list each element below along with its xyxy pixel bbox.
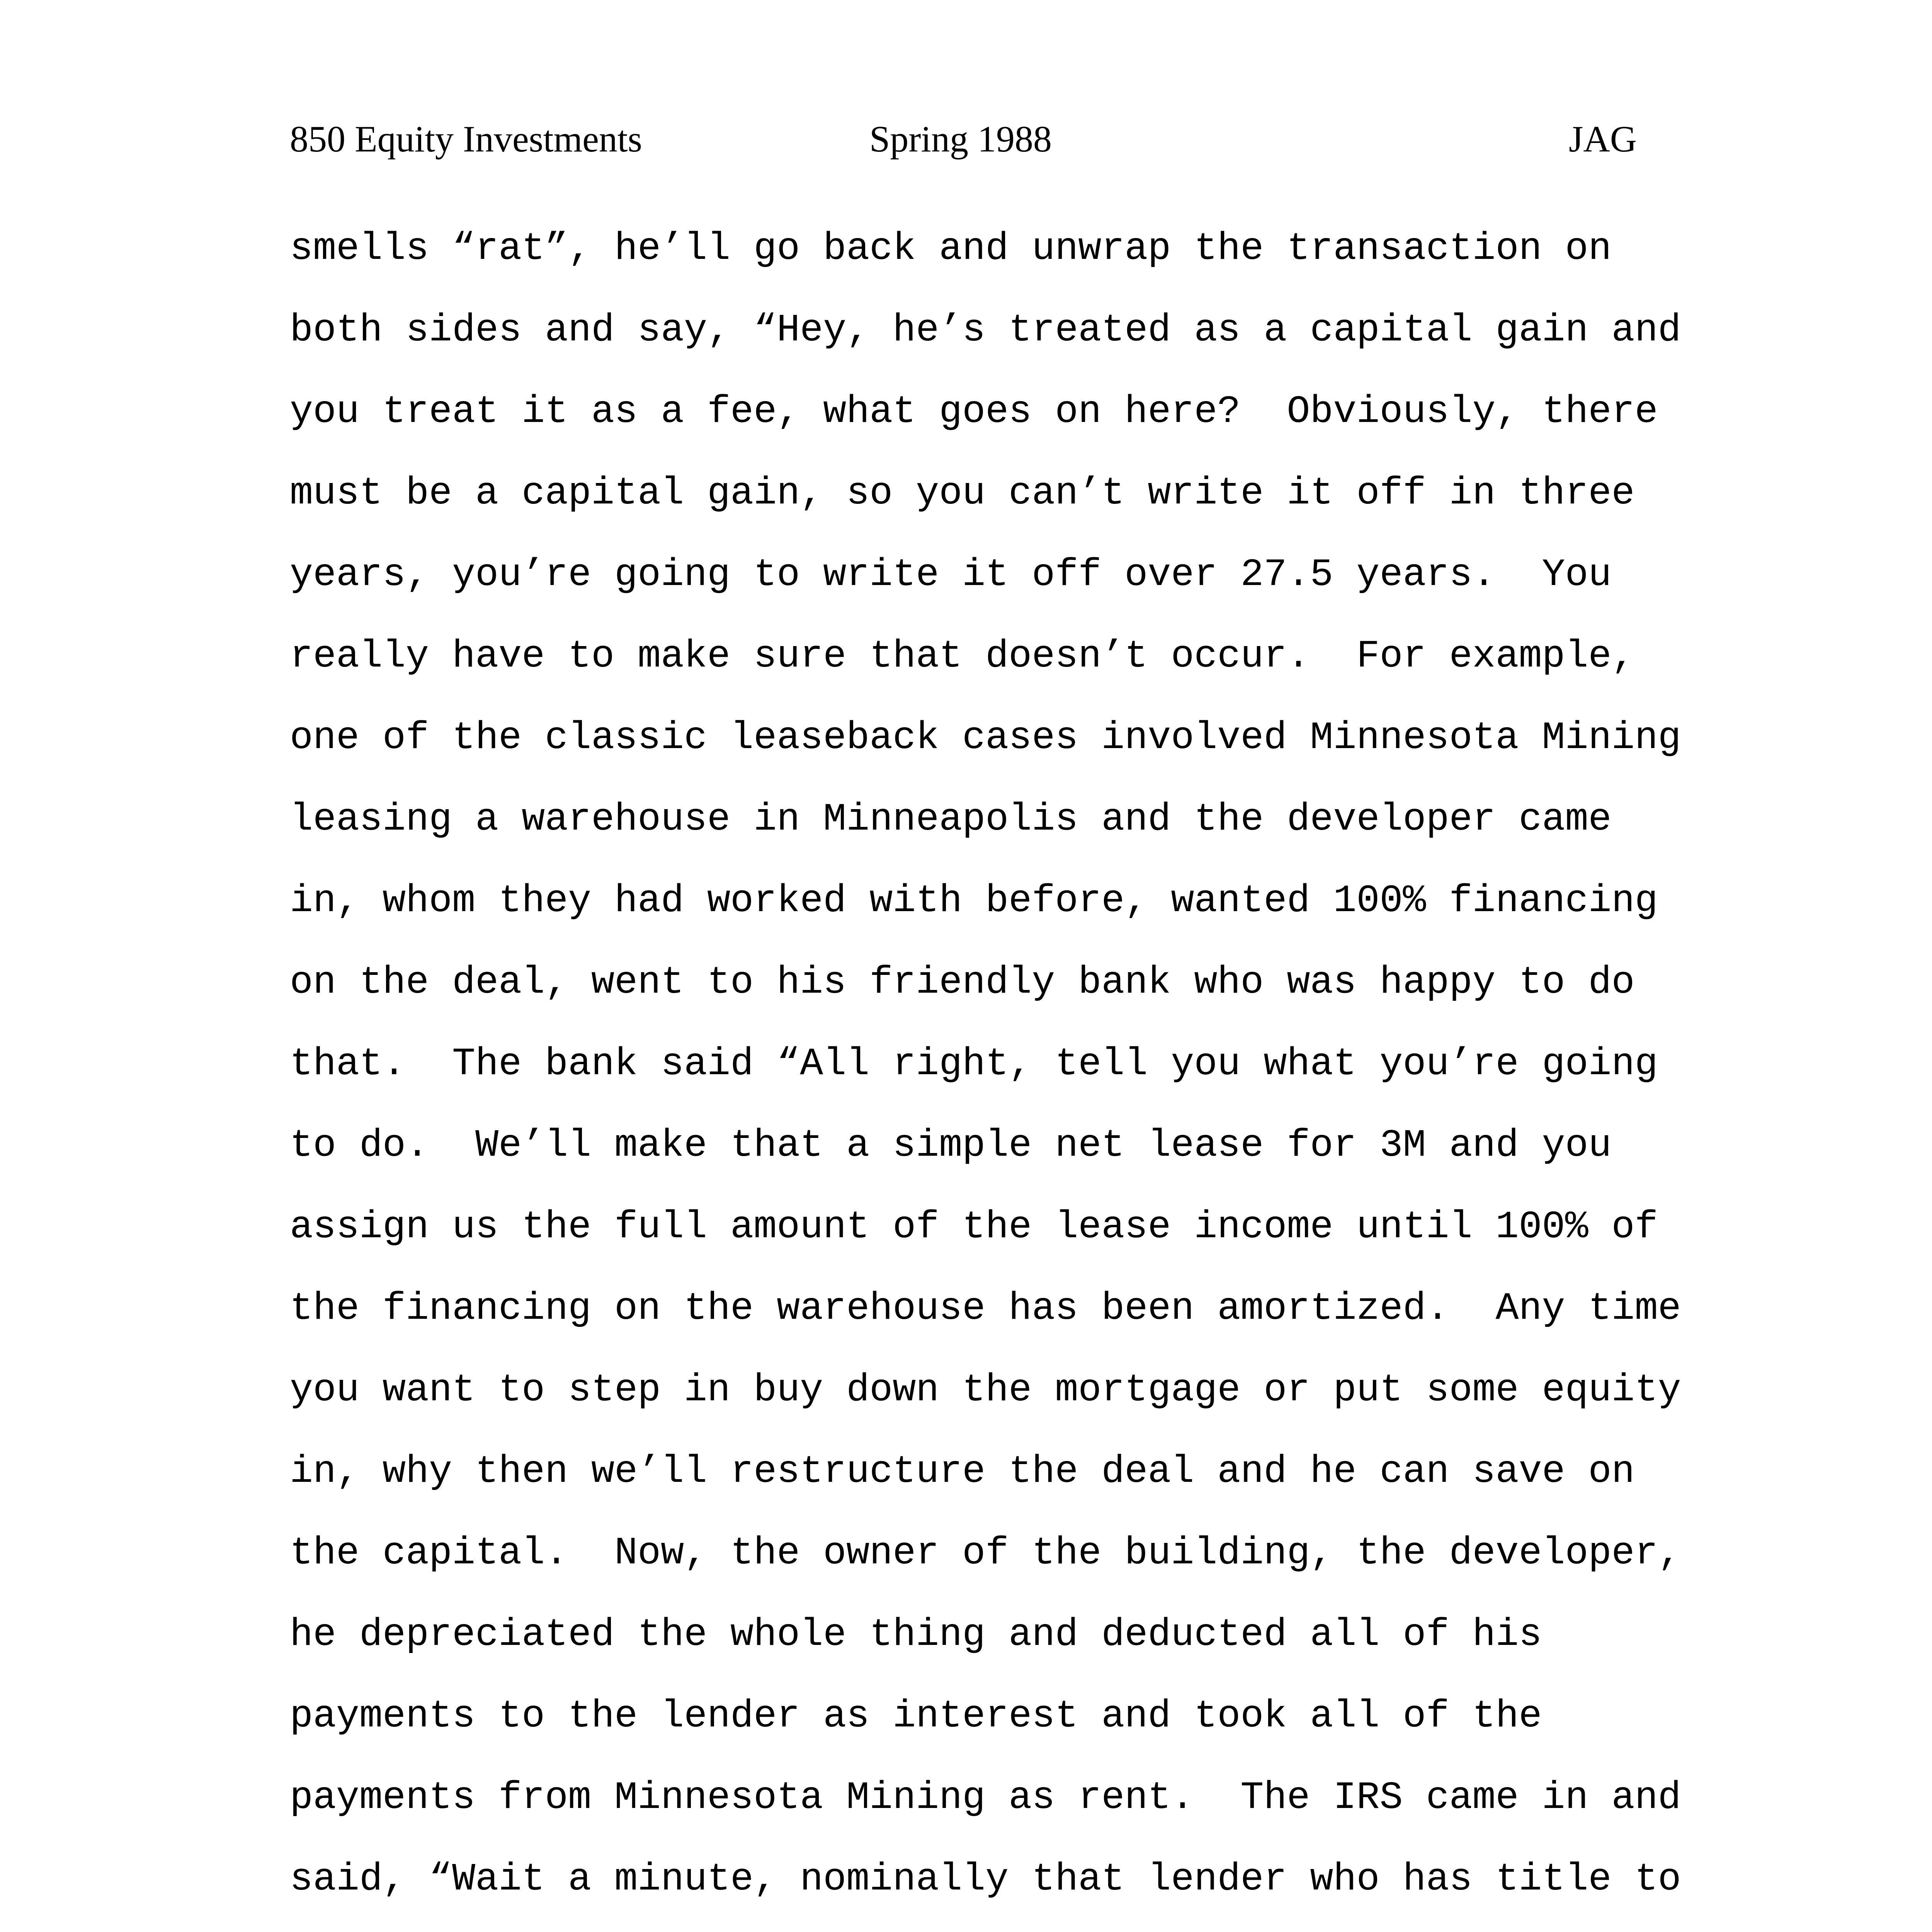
text-line: in, whom they had worked with before, wanted 100% financing [290,879,1658,923]
term-label: Spring 1988 [869,118,1052,160]
text-line: he depreciated the whole thing and deducted all of his [290,1613,1542,1657]
text-line: the capital. Now, the owner of the building, the developer, [290,1532,1681,1575]
text-line: really have to make sure that doesn’t occur. For example, [290,635,1635,679]
text-line: payments to the lender as interest and took all of the [290,1695,1542,1738]
text-line: both sides and say, “Hey, he’s treated as a capital gain and [290,309,1681,352]
transcript-body [290,224,1893,1932]
text-line: you want to step in buy down the mortgage or put some equity [290,1369,1681,1412]
page-header [0,116,1932,162]
text-line: must be a capital gain, so you can’t write it off in three [290,472,1635,515]
text-line: said, “Wait a minute, nominally that lender who has title to [290,1858,1681,1901]
text-line: in, why then we’ll restructure the deal and he can save on [290,1450,1635,1494]
text-line: years, you’re going to write it off over 27.5 years. You [290,553,1612,597]
text-line: assign us the full amount of the lease income until 100% of [290,1206,1658,1249]
text-line: you treat it as a fee, what goes on here? Obviously, there [290,390,1658,434]
author-initials: JAG [1569,118,1637,160]
text-line: leasing a warehouse in Minneapolis and the developer came [290,798,1612,842]
text-line: payments from Minnesota Mining as rent. The IRS came in and [290,1776,1681,1820]
text-line: the financing on the warehouse has been amortized. Any time [290,1287,1681,1331]
course-title: 850 Equity Investments [290,118,642,160]
text-line: that. The bank said “All right, tell you what you’re going [290,1043,1658,1086]
text-line: smells “rat”, he’ll go back and unwrap the transaction on [290,227,1612,271]
text-line: one of the classic leaseback cases involved Minnesota Mining [290,716,1681,760]
text-line: on the deal, went to his friendly bank who was happy to do [290,961,1635,1005]
text-line: to do. We’ll make that a simple net lease for 3M and you [290,1124,1612,1168]
